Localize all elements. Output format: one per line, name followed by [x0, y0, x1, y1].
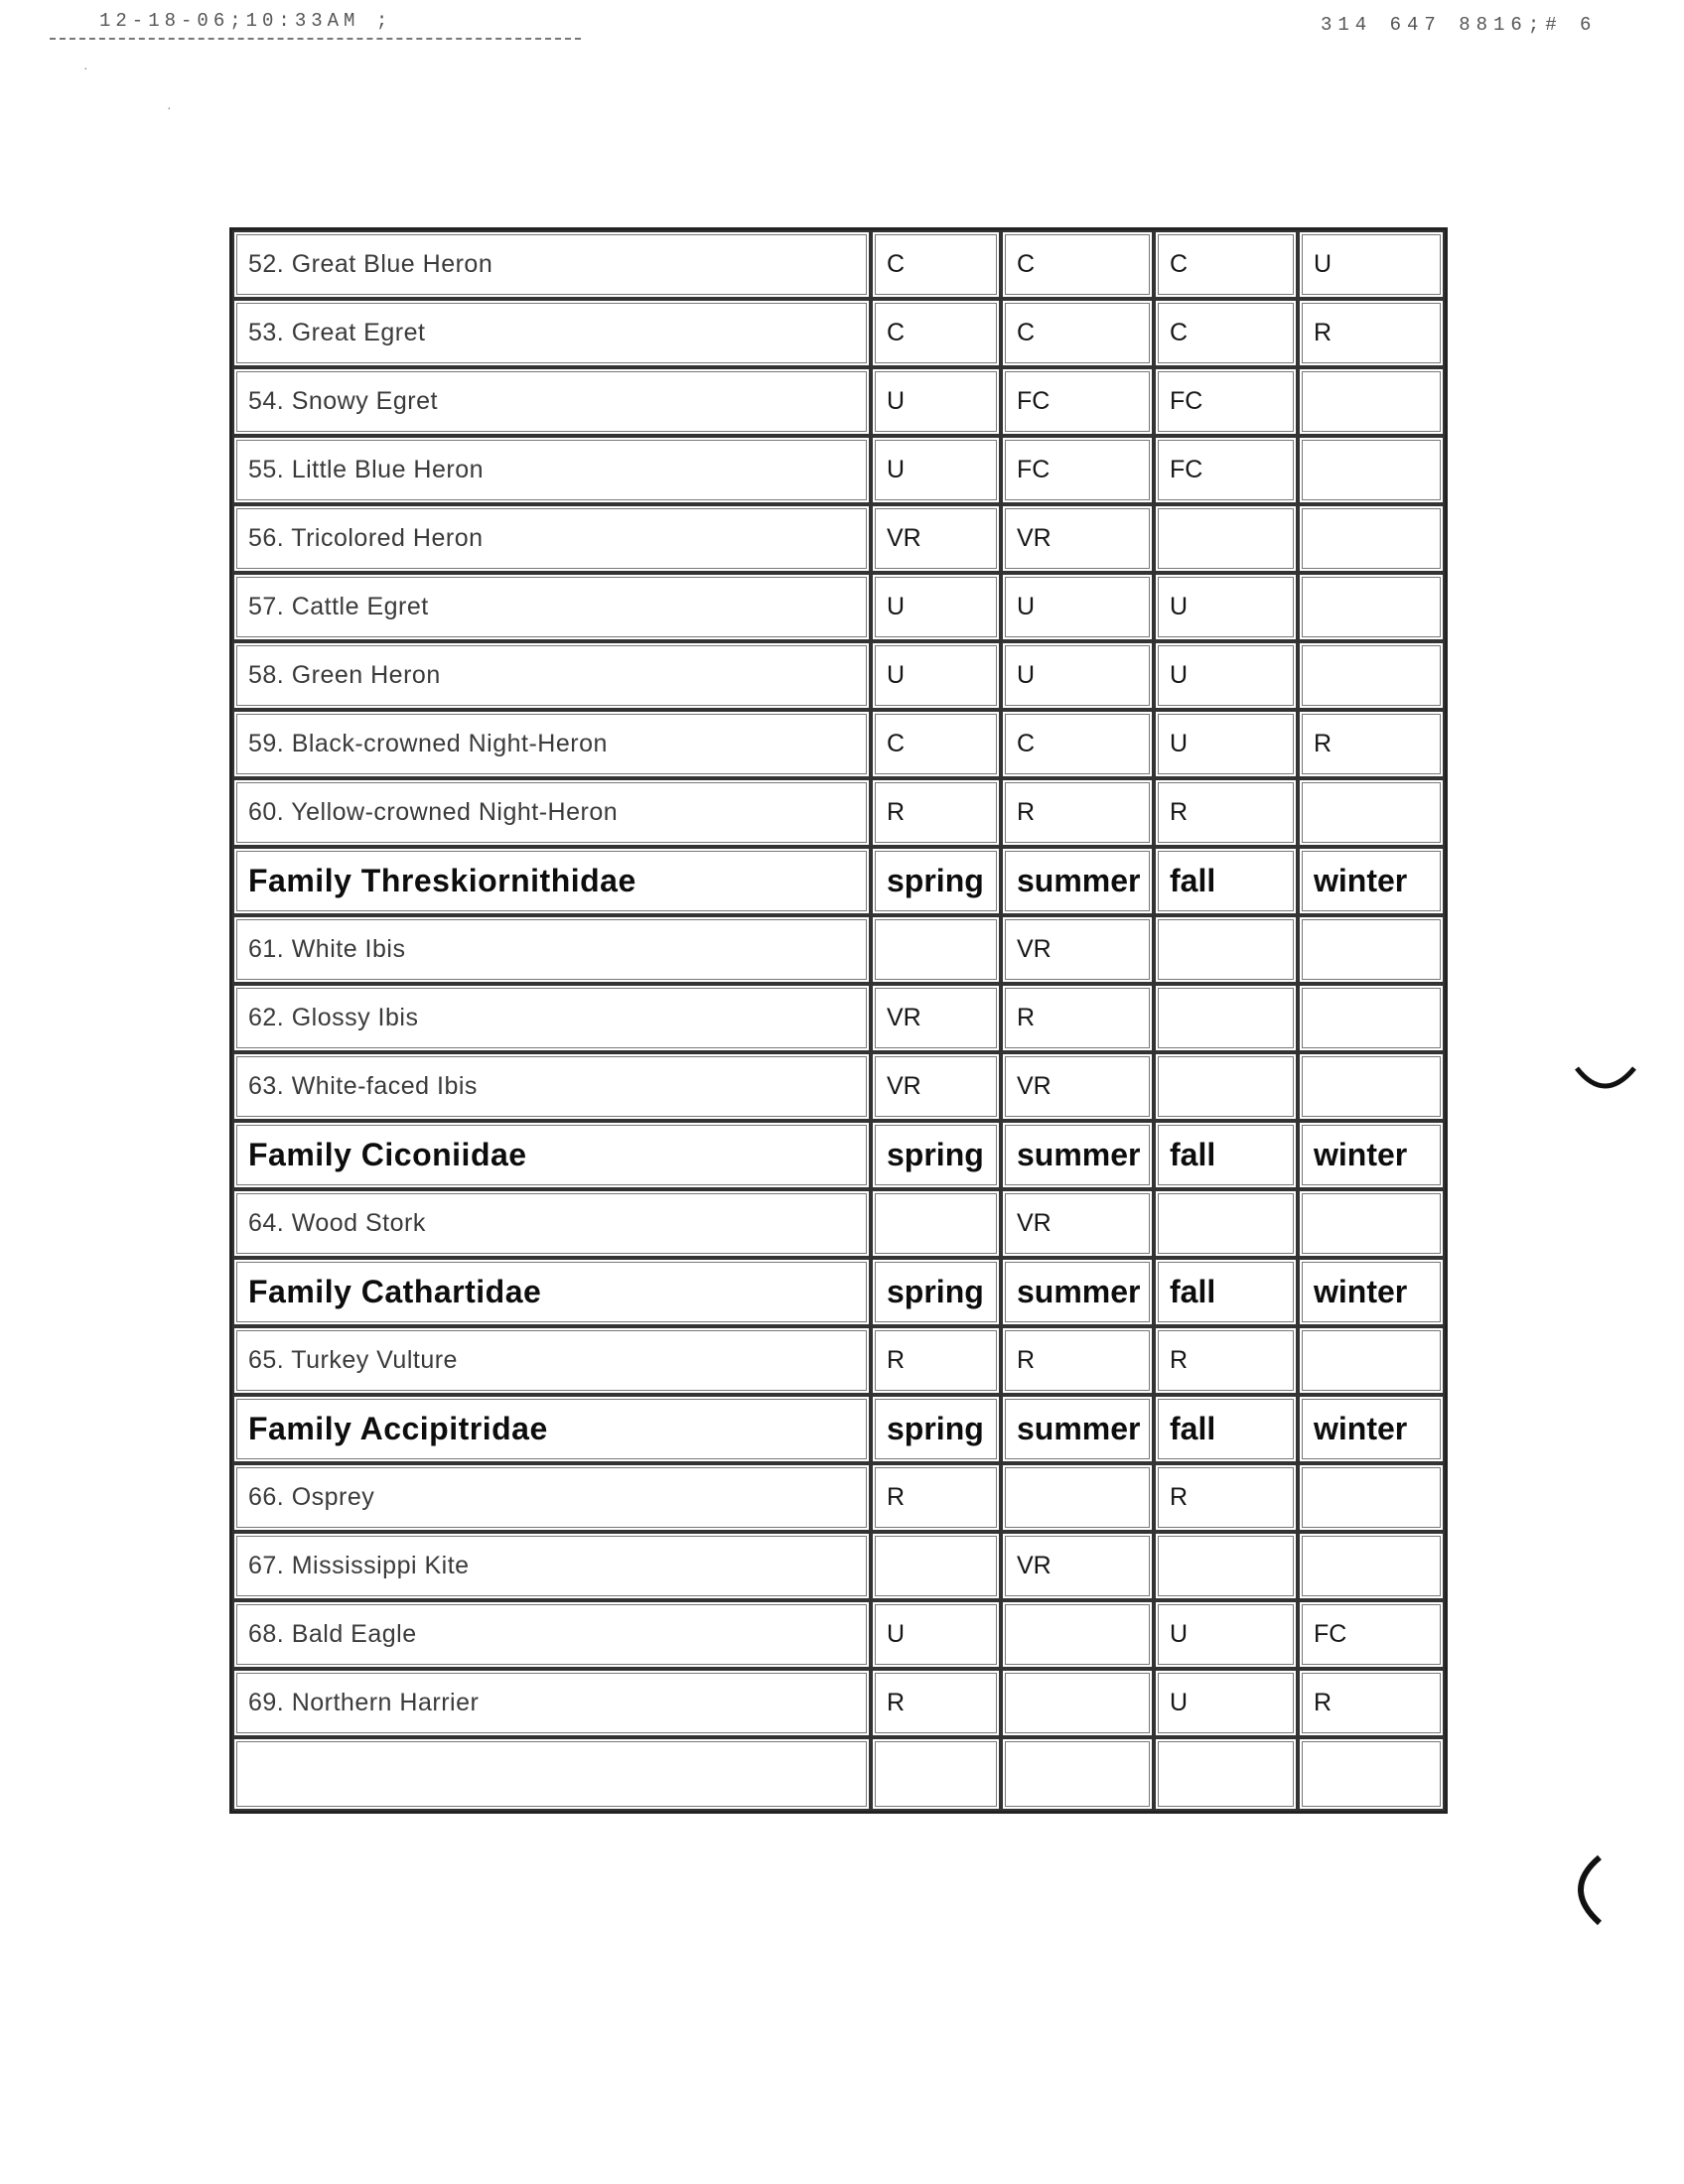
species-name: 65. Turkey Vulture [232, 1326, 871, 1395]
abundance-spring: R [871, 1326, 1001, 1395]
season-header-summer: summer [1001, 1121, 1154, 1189]
abundance-summer [1001, 1600, 1154, 1669]
abundance-fall: FC [1154, 367, 1298, 436]
blank-row [232, 1737, 1445, 1811]
abundance-fall: U [1154, 710, 1298, 778]
scan-speck: · [167, 99, 172, 115]
species-row [232, 1326, 1445, 1395]
abundance-spring: U [871, 641, 1001, 710]
species-name: 61. White Ibis [232, 915, 871, 984]
abundance-fall: R [1154, 1463, 1298, 1532]
species-row [232, 1532, 1445, 1600]
fax-header-rule [50, 38, 581, 40]
species-name: 56. Tricolored Heron [232, 504, 871, 573]
family-header-row [232, 1395, 1445, 1463]
scan-speck: · [83, 60, 88, 75]
binding-hole-mark [1571, 1060, 1640, 1104]
abundance-winter [1298, 367, 1445, 436]
abundance-fall [1154, 915, 1298, 984]
species-row [232, 984, 1445, 1052]
abundance-winter [1298, 984, 1445, 1052]
season-header-summer: summer [1001, 1395, 1154, 1463]
species-row [232, 367, 1445, 436]
abundance-winter [1298, 641, 1445, 710]
abundance-fall [1154, 1052, 1298, 1121]
family-name: Family Ciconiidae [232, 1121, 871, 1189]
abundance-summer: R [1001, 778, 1154, 847]
family-header-row [232, 1121, 1445, 1189]
abundance-spring [871, 915, 1001, 984]
abundance-summer: VR [1001, 915, 1154, 984]
abundance-winter [1298, 778, 1445, 847]
abundance-fall [1154, 984, 1298, 1052]
abundance-fall: R [1154, 1326, 1298, 1395]
abundance-winter [1298, 1463, 1445, 1532]
abundance-winter [1298, 1189, 1445, 1258]
species-row [232, 1600, 1445, 1669]
abundance-winter: R [1298, 1669, 1445, 1737]
family-header-row [232, 847, 1445, 915]
species-name: 64. Wood Stork [232, 1189, 871, 1258]
fax-header-phone: 314 647 8816;# 6 [1321, 14, 1598, 36]
species-row [232, 710, 1445, 778]
abundance-fall: R [1154, 778, 1298, 847]
abundance-spring: C [871, 299, 1001, 367]
season-header-fall: fall [1154, 1121, 1298, 1189]
abundance-fall: U [1154, 1600, 1298, 1669]
species-row [232, 436, 1445, 504]
abundance-winter [1298, 1737, 1445, 1811]
abundance-summer [1001, 1737, 1154, 1811]
species-row [232, 230, 1445, 299]
season-header-fall: fall [1154, 1258, 1298, 1326]
abundance-winter [1298, 915, 1445, 984]
abundance-winter: R [1298, 710, 1445, 778]
species-row [232, 915, 1445, 984]
abundance-winter [1298, 504, 1445, 573]
family-header-row [232, 1258, 1445, 1326]
season-header-spring: spring [871, 1395, 1001, 1463]
species-name: 66. Osprey [232, 1463, 871, 1532]
abundance-fall: U [1154, 1669, 1298, 1737]
abundance-fall: U [1154, 641, 1298, 710]
abundance-spring: VR [871, 504, 1001, 573]
abundance-spring [871, 1737, 1001, 1811]
abundance-spring: R [871, 778, 1001, 847]
abundance-fall [1154, 1189, 1298, 1258]
abundance-summer: VR [1001, 1189, 1154, 1258]
abundance-summer: C [1001, 230, 1154, 299]
season-header-winter: winter [1298, 847, 1445, 915]
abundance-winter: U [1298, 230, 1445, 299]
season-header-summer: summer [1001, 847, 1154, 915]
species-name: 63. White-faced Ibis [232, 1052, 871, 1121]
abundance-spring: C [871, 230, 1001, 299]
abundance-summer: C [1001, 710, 1154, 778]
abundance-summer: VR [1001, 504, 1154, 573]
abundance-fall [1154, 1532, 1298, 1600]
season-header-fall: fall [1154, 847, 1298, 915]
species-name: 62. Glossy Ibis [232, 984, 871, 1052]
season-header-spring: spring [871, 1258, 1001, 1326]
abundance-spring: U [871, 367, 1001, 436]
abundance-spring [871, 1532, 1001, 1600]
abundance-summer: FC [1001, 436, 1154, 504]
abundance-fall: FC [1154, 436, 1298, 504]
species-row [232, 1052, 1445, 1121]
species-row [232, 1669, 1445, 1737]
species-row [232, 778, 1445, 847]
species-row [232, 1463, 1445, 1532]
abundance-fall: C [1154, 230, 1298, 299]
season-header-winter: winter [1298, 1258, 1445, 1326]
abundance-spring: VR [871, 984, 1001, 1052]
abundance-winter [1298, 436, 1445, 504]
species-name: 54. Snowy Egret [232, 367, 871, 436]
season-header-winter: winter [1298, 1121, 1445, 1189]
season-header-summer: summer [1001, 1258, 1154, 1326]
bird-checklist-table [229, 227, 1448, 1814]
abundance-summer: VR [1001, 1532, 1154, 1600]
abundance-spring: R [871, 1669, 1001, 1737]
season-header-fall: fall [1154, 1395, 1298, 1463]
abundance-summer: R [1001, 984, 1154, 1052]
abundance-winter [1298, 1532, 1445, 1600]
species-name: 69. Northern Harrier [232, 1669, 871, 1737]
family-name: Family Threskiornithidae [232, 847, 871, 915]
family-name: Family Accipitridae [232, 1395, 871, 1463]
season-header-spring: spring [871, 847, 1001, 915]
binding-hole-mark [1554, 1851, 1614, 1931]
abundance-summer [1001, 1463, 1154, 1532]
abundance-spring: R [871, 1463, 1001, 1532]
abundance-spring [871, 1189, 1001, 1258]
fax-header-timestamp: 12-18-06;10:33AM ; [99, 10, 393, 32]
abundance-spring: C [871, 710, 1001, 778]
species-name: 68. Bald Eagle [232, 1600, 871, 1669]
abundance-fall: U [1154, 573, 1298, 641]
abundance-fall: C [1154, 299, 1298, 367]
abundance-spring: U [871, 1600, 1001, 1669]
abundance-summer: C [1001, 299, 1154, 367]
abundance-summer: U [1001, 573, 1154, 641]
species-row [232, 573, 1445, 641]
abundance-summer: VR [1001, 1052, 1154, 1121]
species-row [232, 1189, 1445, 1258]
abundance-spring: VR [871, 1052, 1001, 1121]
abundance-spring: U [871, 573, 1001, 641]
species-name: 53. Great Egret [232, 299, 871, 367]
abundance-winter: R [1298, 299, 1445, 367]
species-row [232, 299, 1445, 367]
species-name: 57. Cattle Egret [232, 573, 871, 641]
season-header-winter: winter [1298, 1395, 1445, 1463]
abundance-winter [1298, 1326, 1445, 1395]
abundance-summer: R [1001, 1326, 1154, 1395]
season-header-spring: spring [871, 1121, 1001, 1189]
species-name: 58. Green Heron [232, 641, 871, 710]
abundance-winter [1298, 1052, 1445, 1121]
family-name: Family Cathartidae [232, 1258, 871, 1326]
species-row [232, 641, 1445, 710]
species-name: 60. Yellow-crowned Night-Heron [232, 778, 871, 847]
abundance-summer: FC [1001, 367, 1154, 436]
abundance-summer [1001, 1669, 1154, 1737]
abundance-winter [1298, 573, 1445, 641]
species-name: 59. Black-crowned Night-Heron [232, 710, 871, 778]
bird-checklist-body [232, 230, 1445, 1811]
species-name: 52. Great Blue Heron [232, 230, 871, 299]
species-name: 67. Mississippi Kite [232, 1532, 871, 1600]
species-name [232, 1737, 871, 1811]
species-row [232, 504, 1445, 573]
species-name: 55. Little Blue Heron [232, 436, 871, 504]
abundance-fall [1154, 504, 1298, 573]
abundance-spring: U [871, 436, 1001, 504]
abundance-summer: U [1001, 641, 1154, 710]
abundance-winter: FC [1298, 1600, 1445, 1669]
abundance-fall [1154, 1737, 1298, 1811]
